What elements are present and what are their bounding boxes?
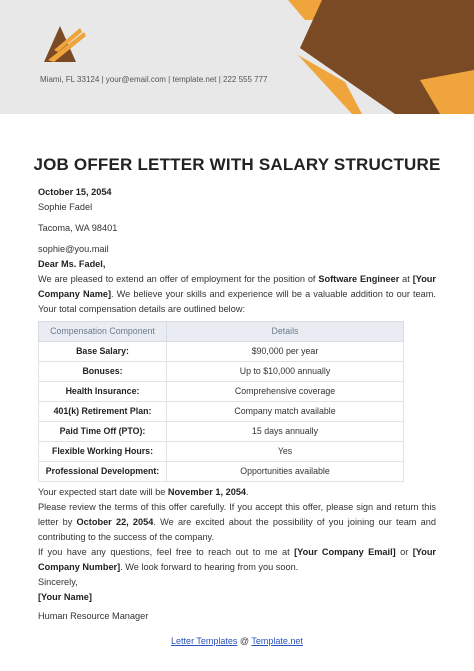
recipient-city: Tacoma, WA 98401 — [38, 223, 118, 233]
column-header-component: Compensation Component — [39, 322, 167, 342]
template-net-link[interactable]: Template.net — [251, 636, 303, 646]
letterhead — [0, 0, 474, 114]
sender-name: [Your Name] — [38, 592, 92, 602]
letter-body — [38, 185, 436, 624]
table-row: Paid Time Off (PTO): 15 days annually — [39, 422, 404, 442]
table-row: Bonuses: Up to $10,000 annually — [39, 362, 404, 382]
footer — [0, 636, 474, 646]
page-title: JOB OFFER LETTER WITH SALARY STRUCTURE — [33, 155, 441, 174]
column-header-details: Details — [167, 322, 404, 342]
intro-paragraph: We are pleased to extend an offer of employment for the position of Software Engineer at [Your Company Name]. We believe your skills and experience will be a valuable addition to our team. Your total compensation details are outlined below: — [38, 274, 436, 314]
footer-separator: @ — [237, 636, 252, 646]
table-row: Health Insurance: Comprehensive coverage — [39, 382, 404, 402]
table-header-row — [39, 322, 404, 342]
compensation-table — [38, 321, 404, 482]
recipient-email: sophie@you.mail — [38, 244, 109, 254]
letter-date: October 15, 2054 — [38, 187, 112, 197]
table-row: Professional Development: Opportunities available — [39, 462, 404, 482]
letter-templates-link[interactable]: Letter Templates — [171, 636, 238, 646]
recipient-name: Sophie Fadel — [38, 202, 93, 212]
start-date-paragraph: Your expected start date will be November 1, 2054. — [38, 487, 249, 497]
company-logo-icon — [40, 22, 86, 66]
table-row: 401(k) Retirement Plan: Company match available — [39, 402, 404, 422]
table-row: Base Salary: $90,000 per year — [39, 342, 404, 362]
review-paragraph: Please review the terms of this offer carefully. If you accept this offer, please sign and return this letter by October 22, 2054. We are excited about the possibility of you joining our team and contributing to the success of the company. — [38, 502, 436, 542]
closing: Sincerely, — [38, 577, 78, 587]
salutation: Dear Ms. Fadel, — [38, 259, 106, 269]
table-row: Flexible Working Hours: Yes — [39, 442, 404, 462]
questions-paragraph: If you have any questions, feel free to reach out to me at [Your Company Email] or [Your Company Number]. We look forward to hearing from you soon. — [38, 547, 437, 572]
sender-title: Human Resource Manager — [38, 611, 149, 621]
contact-info: Miami, FL 33124 | your@email.com | template.net | 222 555 777 — [40, 75, 268, 84]
